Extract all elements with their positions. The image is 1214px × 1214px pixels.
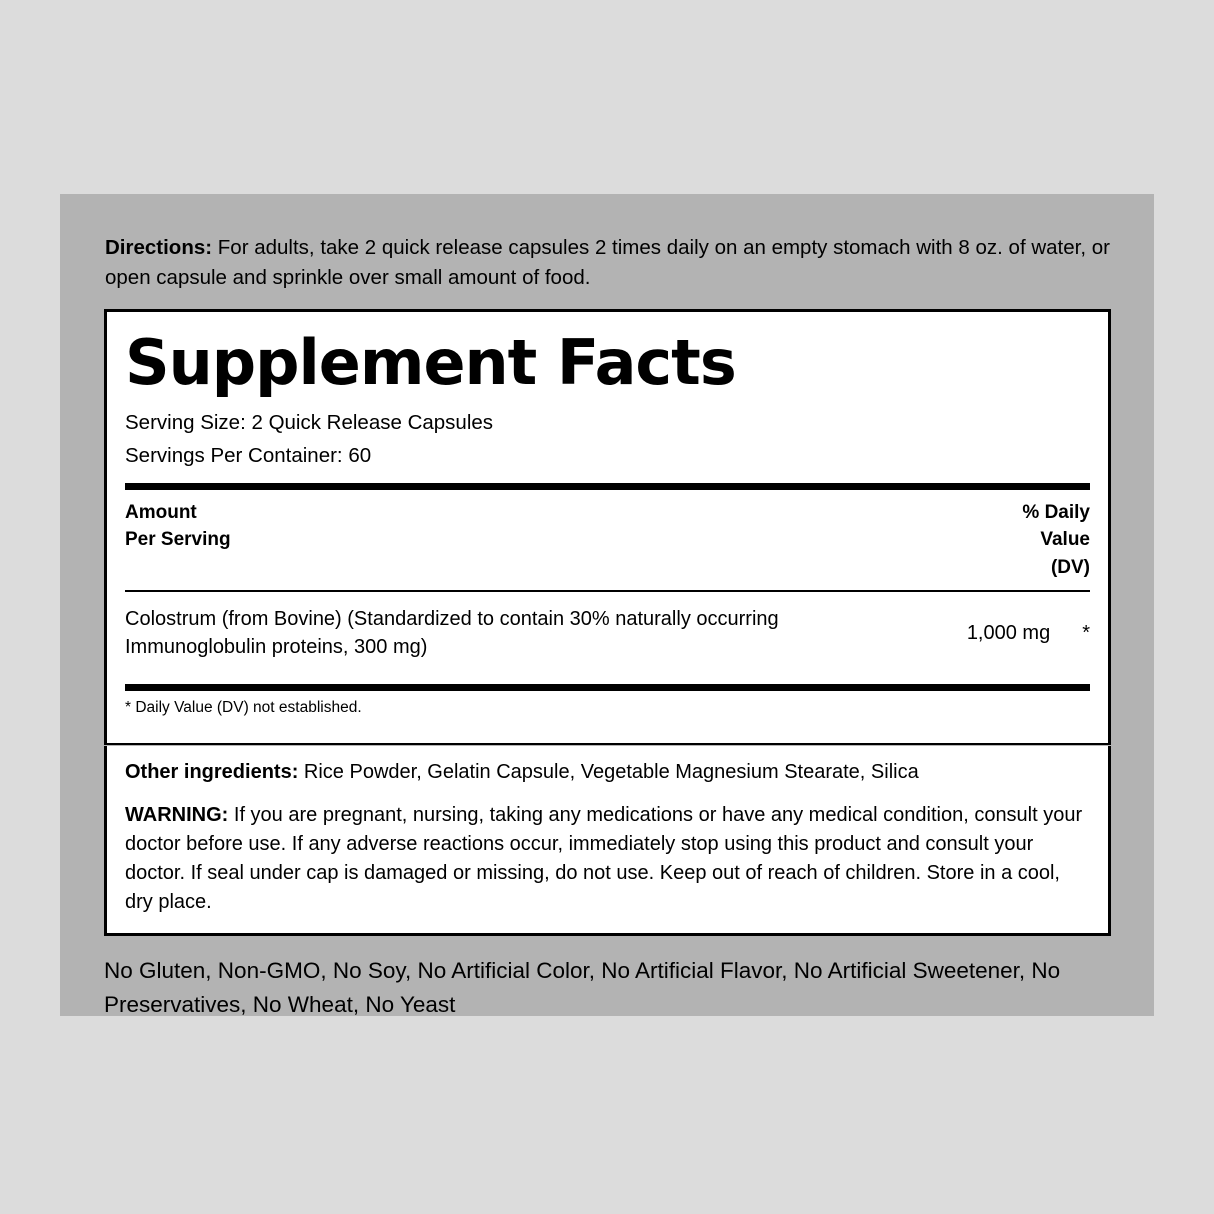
servings-per-container-line: Servings Per Container: 60 [125, 443, 372, 467]
table-row [125, 592, 1090, 674]
other-ingredients-label: Other ingredients: [125, 761, 299, 783]
divider-thick-bottom [125, 684, 1090, 691]
amount-header-line2: Per Serving [125, 529, 231, 551]
other-ingredients-text: Rice Powder, Gelatin Capsule, Vegetable Magnesium Stearate, Silica [298, 761, 919, 783]
amount-header-line1: Amount [125, 501, 197, 523]
ingredient-daily-value: * [1082, 621, 1090, 644]
ingredient-amount: 1,000 mg [966, 621, 1051, 644]
directions-paragraph [105, 233, 1115, 292]
dv-header-line2: Value [1040, 529, 1090, 551]
supplement-facts-inner [107, 312, 1108, 743]
dv-header-line1: % Daily [1022, 501, 1090, 523]
divider-thick-top [125, 483, 1090, 490]
directions-text: For adults, take 2 quick release capsules 2 times daily on an empty stomach with 8 oz. of water, or open capsule and sprinkle over small amount of food. [105, 236, 1110, 289]
warning-paragraph [104, 791, 1111, 936]
amount-per-serving-header [125, 499, 231, 554]
directions-label: Directions: [105, 236, 213, 259]
serving-size-line: Serving Size: 2 Quick Release Capsules [125, 411, 494, 435]
daily-value-header [1022, 499, 1090, 582]
warning-text: If you are pregnant, nursing, taking any medications or have any medical condition, consult your doctor before use. If any adverse reactions occur, immediately stop using this product and consult your doctor. If seal under cap is damaged or missing, do not use. Keep out of reach of children. Store in a cool, dry place. [125, 804, 1083, 913]
warning-label: WARNING: [125, 804, 229, 826]
daily-value-footnote: * Daily Value (DV) not established. [125, 699, 362, 717]
dv-header-line3: (DV) [1050, 556, 1090, 578]
ingredient-name: Colostrum (from Bovine) (Standardized to contain 30% naturally occurring Immunoglobulin proteins, 300 mg) [125, 608, 779, 659]
free-from-claims: No Gluten, Non-GMO, No Soy, No Artificial Color, No Artificial Flavor, No Artificial Sweetener, No Preservatives, No Wheat, No Yeast [104, 958, 1061, 1017]
other-ingredients-paragraph [104, 746, 1111, 791]
supplement-facts-title: Supplement Facts [125, 326, 736, 399]
supplement-label-panel [60, 194, 1154, 1016]
supplement-facts-box [104, 309, 1111, 745]
facts-column-headers [125, 490, 1090, 591]
